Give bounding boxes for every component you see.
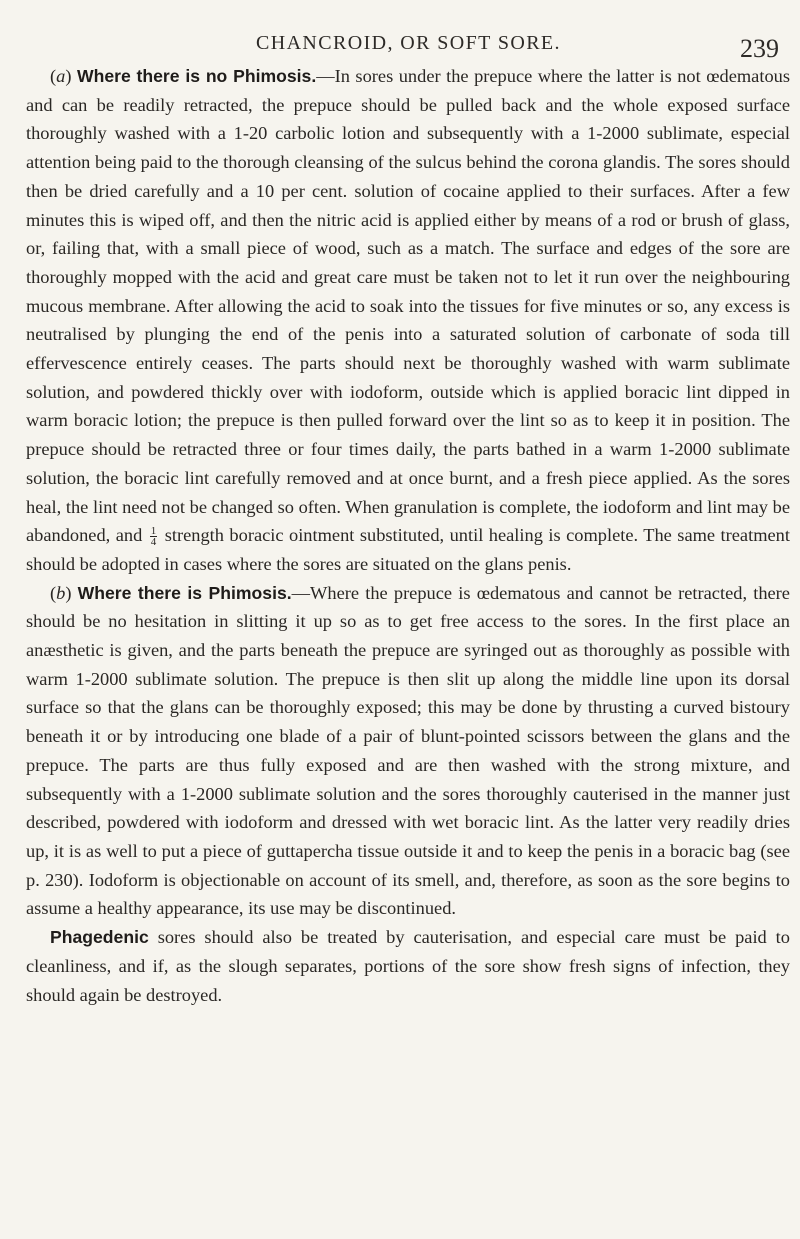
body-text <box>26 62 790 1009</box>
section-letter: a <box>56 66 66 86</box>
page-number: 239 <box>740 34 779 63</box>
paragraph-text: —In sores under the prepuce where the latter is not œdematous and can be readily retracted, the prepuce should be pulled back and the whole exposed surface thoroughly washed with a 1-20 carbolic lotion and subsequently with a 1-2000 sublimate, especial attention being paid to the thorough cleansing of the sulcus behind the corona glandis. The sores should then be dried carefully and a 10 per cent. solution of cocaine applied to their surfaces. After a few minutes this is wiped off, and then the nitric acid is applied either by means of a rod or brush of glass, or, failing that, with a small piece of wood, such as a match. The surface and edges of the sore are thoroughly mopped with the acid and great care must be taken not to let it run over the neighbouring mucous membrane. After allowing the acid to soak into the tissues for five minutes or so, any excess is neutralised by plunging the end of the penis into a saturated solution of carbonate of soda till effervescence entirely ceases. The parts should next be thoroughly washed with warm sublimate solution, and powdered thickly over with iodoform, outside which is applied boracic lint dipped in warm boracic lotion; the prepuce is then pulled forward over the lint so as to keep it in position. The prepuce should be retracted three or four times daily, the parts bathed in a warm 1-2000 sublimate solution, the boracic lint carefully removed and at once burnt, and a fresh piece applied. As the sores heal, the lint need not be changed so often. When granulation is complete, the iodoform and lint may be abandoned, and <box>26 66 790 546</box>
paragraph-text: —Where the prepuce is œdematous and cannot be retracted, there should be no hesitation in slitting it up so as to get free access to the sores. In the first place an anæsthetic is given, and the parts beneath the prepuce are syringed out as thoroughly as possible with warm 1-2000 sublimate solution. The prepuce is then slit up along the middle line upon its dorsal surface so that the glans can be thoroughly exposed; this may be done by thrusting a curved bistoury beneath it or by introducing one blade of a pair of blunt-pointed scissors between the glans and the prepuce. The parts are thus fully exposed and are then washed with the strong mixture, and subsequently with a 1-2000 sublimate solution and the sores thoroughly cauterised in the manner just described, powdered with iodoform and dressed with wet boracic lint. As the latter very readily dries up, it is as well to put a piece of guttapercha tissue outside it and to keep the penis in a boracic bag (see p. 230). Iodoform is objectionable on account of its smell, and, therefore, as soon as the sore begins to assume a healthy appearance, its use may be discontinued. <box>26 582 790 919</box>
paragraph-no-phimosis: (a) Where there is no Phimosis.—In sores under the prepuce where the latter is not œdematous and can be readily retracted, the prepuce should be pulled back and the whole exposed surface thoroughly washed with a 1-20 carbolic lotion and subsequently with a 1-2000 sublimate, especial attention being paid to the thorough cleansing of the sulcus behind the corona glandis. The sores should then be dried carefully and a 10 per cent. solution of cocaine applied to their surfaces. After a few minutes this is wiped off, and then the nitric acid is applied either by means of a rod or brush of glass, or, failing that, with a small piece of wood, such as a match. The surface and edges of the sore are thoroughly mopped with the acid and great care must be taken not to let it run over the neighbouring mucous membrane. After allowing the acid to soak into the tissues for five minutes or so, any excess is neutralised by plunging the end of the penis into a saturated solution of carbonate of soda till effervescence entirely ceases. The parts should next be thoroughly washed with warm sublimate solution, and powdered thickly over with iodoform, outside which is applied boracic lint dipped in warm boracic lotion; the prepuce is then pulled forward over the lint so as to keep it in position. The prepuce should be retracted three or four times daily, the parts bathed in a warm 1-2000 sublimate solution, the boracic lint carefully removed and at once burnt, and a fresh piece applied. As the sores heal, the lint need not be changed so often. When granulation is complete, the iodoform and lint may be abandoned, and $\frac{1}{4}$ strength boracic ointment substituted, until healing is complete. The same treatment should be adopted in cases where the sores are situated on the glans penis. <box>26 66 790 574</box>
running-head <box>0 32 800 63</box>
paragraph-text: strength boracic ointment substituted, until healing is complete. The same treatment should be adopted in cases where the sores are situated on the glans penis. <box>26 525 790 574</box>
fraction-denominator: 4 <box>150 536 157 549</box>
paragraph-phimosis: (b) Where there is Phimosis.—Where the prepuce is œdematous and cannot be retracted, there should be no hesitation in slitting it up so as to get free access to the sores. In the first place an anæsthetic is given, and the parts beneath the prepuce are syringed out as thoroughly as possible with warm 1-2000 sublimate solution. The prepuce is then slit up along the middle line upon its dorsal surface so that the glans can be thoroughly exposed; this may be done by thrusting a curved bistoury beneath it or by introducing one blade of a pair of blunt-pointed scissors between the glans and the prepuce. The parts are thus fully exposed and are then washed with the strong mixture, and subsequently with a 1-2000 sublimate solution and the sores thoroughly cauterised in the manner just described, powdered with iodoform and dressed with wet boracic lint. As the latter very readily dries up, it is as well to put a piece of guttapercha tissue outside it and to keep the penis in a boracic bag (see p. 230). Iodoform is objectionable on account of its smell, and, therefore, as soon as the sore begins to assume a healthy appearance, its use may be discontinued. <box>26 582 790 919</box>
section-heading: Phagedenic <box>50 927 149 948</box>
section-heading: Where there is no Phimosis. <box>76 66 317 86</box>
section-letter: b <box>56 582 66 603</box>
fraction-numerator: 1 <box>150 525 157 538</box>
section-heading: Where there is Phimosis. <box>77 582 292 603</box>
fraction <box>148 526 160 547</box>
paragraph-phagedenic <box>26 923 790 1009</box>
paragraph-text: sores should also be treated by cauterisation, and especial care must be paid to cleanliness, and if, as the slough separates, portions of the sore show fresh signs of infection, they should again be destroyed. <box>26 927 790 1005</box>
running-title: CHANCROID, OR SOFT SORE. <box>256 32 561 54</box>
